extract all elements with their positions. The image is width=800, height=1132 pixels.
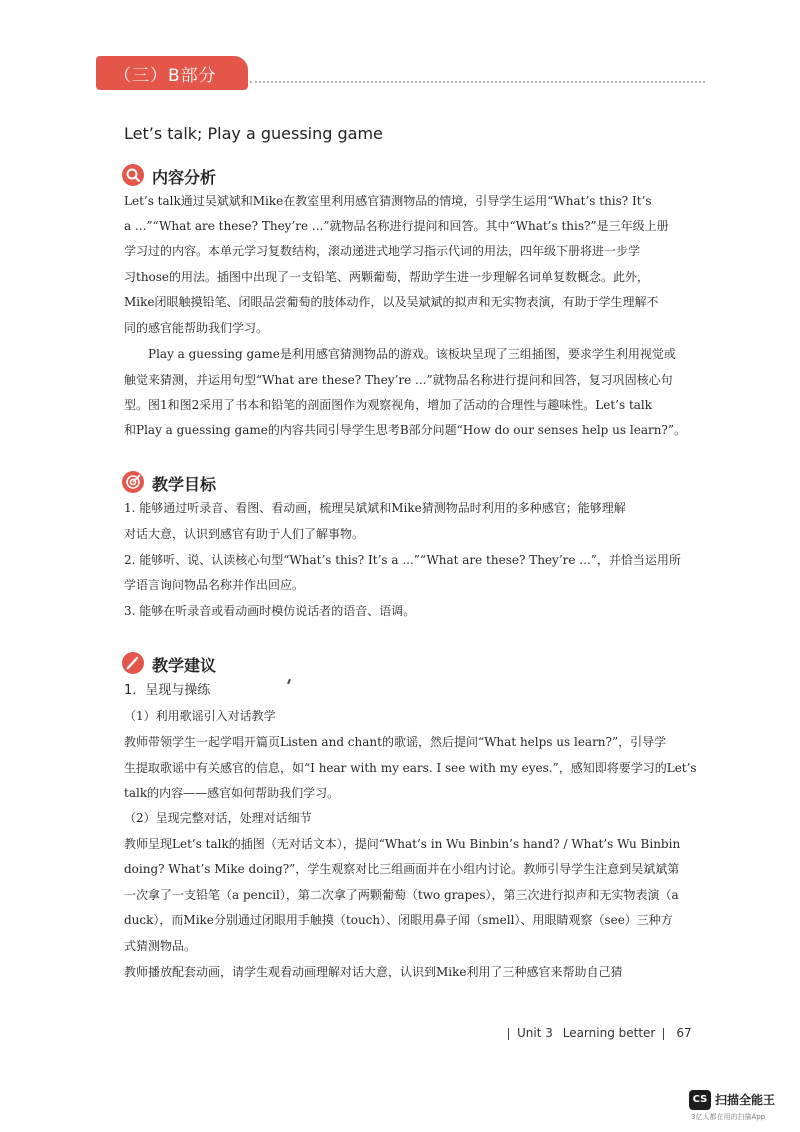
magnifier-icon: [122, 164, 144, 186]
suggestion-line: （2）呈现完整对话，处理对话细节: [124, 811, 312, 825]
body-line: 习those的用法。插图中出现了一支铅笔、两颗葡萄，帮助学生进一步理解名词单复数概念。此外，: [124, 270, 650, 284]
page-number: 67: [676, 1026, 692, 1040]
body-line: Play a guessing game是利用感官猜测物品的游戏。该板块呈现了三组插图，要求学生利用视觉或: [148, 347, 676, 361]
suggestion-line: duck），而Mike分别通过闭眼用手触摸（touch）、闭眼用鼻子闻（smell）、用眼睛观察（see）三种方: [124, 913, 673, 927]
suggestion-line: talk的内容——感官如何帮助我们学习。: [124, 786, 340, 800]
body-line: 触觉来猜测，并运用句型“What are these? They’re ...”就物品名称进行提问和回答，复习巩固核心句: [124, 373, 673, 387]
goal-line: 1. 能够通过听录音、看图、看动画，梳理吴斌斌和Mike猜测物品时利用的多种感官；能够理解: [124, 501, 626, 515]
pen-icon: [122, 652, 144, 674]
section-heading: 教学目标: [152, 475, 217, 494]
footer-unit-title: Learning better: [562, 1026, 656, 1040]
stray-mark: [287, 679, 291, 684]
target-icon: [122, 471, 144, 493]
lesson-title: Let’s talk; Play a guessing game: [124, 124, 383, 143]
suggestion-line: 式猜测物品。: [124, 939, 197, 953]
footer-divider: [663, 1028, 664, 1040]
suggestion-line: 一次拿了一支铅笔（a pencil），第二次拿了两颗葡萄（two grapes），第三次进行拟声和无实物表演（a: [124, 888, 679, 902]
part-tab: [96, 56, 248, 90]
scanner-tagline: 3亿人都在用的扫描App: [691, 1113, 766, 1121]
body-line: Let’s talk通过吴斌斌和Mike在教室里利用感官猜测物品的情境，引导学生运用“What’s this? It’s: [124, 194, 652, 208]
dotted-divider: [250, 81, 705, 83]
body-line: 和Play a guessing game的内容共同引导学生思考B部分问题“How do our senses help us learn?”。: [124, 423, 687, 437]
body-line: 学习过的内容。本单元学习复数结构，滚动递进式地学习指示代词的用法，四年级下册将进一步学: [124, 244, 641, 258]
body-line: 同的感官能帮助我们学习。: [124, 321, 269, 335]
goal-line: 2. 能够听、说、认读核心句型“What’s this? It’s a ...”“What are these? They’re ...”，并恰当运用所: [124, 553, 681, 567]
suggestion-line: 教师带领学生一起学唱开篇页Listen and chant的歌谣，然后提问“What helps us learn?”，引导学: [124, 735, 667, 749]
body-line: Mike闭眼触摸铅笔、闭眼品尝葡萄的肢体动作，以及吴斌斌的拟声和无实物表演，有助于学生理解不: [124, 295, 659, 309]
sub-heading: 1．呈现与操练: [124, 683, 211, 698]
suggestion-line: 生提取歌谣中有关感官的信息，如“I hear with my ears. I see with my eyes.”，感知即将要学习的Let’s: [124, 761, 697, 775]
suggestion-line: （1）利用歌谣引入对话教学: [124, 709, 276, 723]
part-tab-label: （三）B部分: [114, 66, 217, 86]
goal-line: 学语言询问物品名称并作出回应。: [124, 578, 305, 592]
scanner-logo: CS: [689, 1090, 711, 1110]
page-footer: [500, 1026, 692, 1040]
goal-line: 对话大意，认识到感官有助于人们了解事物。: [124, 527, 365, 541]
footer-divider: [508, 1028, 509, 1040]
section-heading: 内容分析: [152, 168, 217, 187]
suggestion-line: doing? What’s Mike doing?”，学生观察对比三组画面并在小组内讨论。教师引导学生注意到吴斌斌第: [124, 862, 680, 876]
scanner-watermark: [689, 1090, 793, 1126]
suggestion-line: 教师呈现Let’s talk的插图（无对话文本），提问“What’s in Wu Binbin’s hand? / What’s Wu Binbin: [124, 837, 681, 851]
body-line: a ...”“What are these? They’re ...”就物品名称进行提问和回答。其中“What’s this?”是三年级上册: [124, 219, 669, 233]
goal-line: 3. 能够在听录音或看动画时模仿说话者的语音、语调。: [124, 604, 416, 618]
suggestion-line: 教师播放配套动画，请学生观看动画理解对话大意，认识到Mike利用了三种感官来帮助自己猜: [124, 965, 623, 979]
body-line: 型。图1和图2采用了书本和铅笔的剖面图作为观察视角，增加了活动的合理性与趣味性。Let’s talk: [124, 398, 653, 412]
scanner-name: 扫描全能王: [715, 1093, 776, 1107]
section-heading: 教学建议: [152, 656, 217, 675]
footer-unit: Unit 3: [517, 1026, 553, 1040]
